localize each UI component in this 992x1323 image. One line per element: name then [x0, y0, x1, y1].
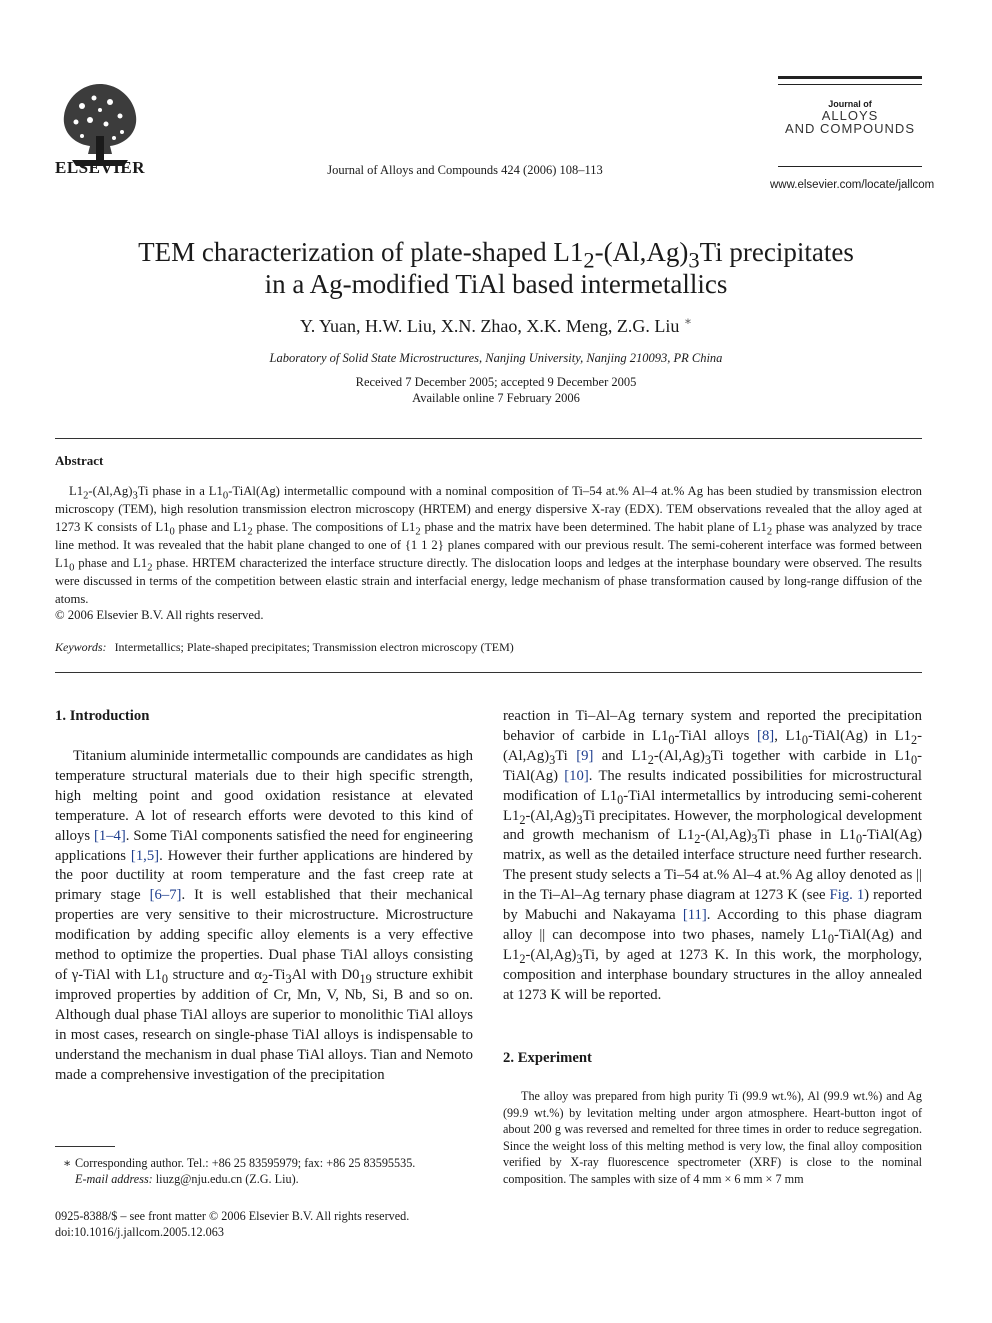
title-sub: 3 [688, 247, 700, 273]
front-matter [55, 1208, 475, 1240]
figure-link[interactable]: Fig. 1 [829, 887, 865, 904]
publisher-name: ELSEVIER [55, 158, 145, 177]
affiliation: Laboratory of Solid State Microstructures, Nanjing University, Nanjing 210093, PR China [269, 351, 723, 365]
email-link[interactable]: liuzg@nju.edu.cn (Z.G. Liu). [155, 1172, 299, 1186]
title-sub: 2 [583, 247, 595, 273]
abstract-body: $L1_2-(Al,Ag)_3Ti$ phase in a $L1_0-TiAl(Ag)$ intermetallic compound with a nominal composition of Ti–54 at.% Al–4 at.% Ag has been studied by transmission electron microscopy (TEM), high resolution transmission electron microscopy (HRTEM) and energy dispersive X-ray (EDX). TEM observations revealed that the alloy aged at 1273 K consists of $L1_0$ phase and $L1_2$ phase. The compositions of $L1_2$ phase and the matrix have been determined. The habit plane of $L1_2$ phase was analyzed by trace line method. It was revealed that the habit plane changed to one of {1 1 2} planes compared with our previous result. The semi-coherent interface was formed between $L1_0$ phase and $L1_2$ phase. HRTEM characterized the interface structure directly. The dislocation loops and ledges at the interphase boundary were observed. The results were discussed in terms of the competition between elastic strain and interfacial energy, ledge mechanism of phase transformation caused by long-range diffusion of the atoms. [55, 484, 923, 606]
intro-heading: 1. Introduction [55, 708, 150, 724]
keywords-label: Keywords: [55, 640, 107, 654]
title-line2: in a Ag-modified TiAl based intermetallics [264, 269, 728, 299]
citation-link[interactable]: [1–4] [93, 827, 126, 844]
experiment-paragraph: The alloy was prepared from high purity Ti (99.9 wt.%), Al (99.9 wt.%) and Ag (99.9 wt.%) by levitation melting under argon atmosphere. Heart-button ingot of about 200 g was reversed and remelted for three times in order to reduce segregation. Since the weight loss of this melting method is very low, the final alloy composition verified by X-ray fluorescence spectrometer (XRF) is close to the nominal composition. The samples with size of 4 mm × 6 mm × 7 mm [503, 1089, 922, 1186]
online-date: Available online 7 February 2006 [412, 391, 580, 405]
experiment-heading: 2. Experiment [503, 1050, 592, 1066]
corresponding-text: Corresponding author. Tel.: +86 25 83595979; fax: +86 25 83595535. [75, 1156, 416, 1170]
email-label: E-mail address: [75, 1172, 153, 1186]
citation-link[interactable]: [8] [757, 727, 775, 744]
authors-text: Y. Yuan, H.W. Liu, X.N. Zhao, X.K. Meng, Z.G. Liu [300, 316, 680, 336]
body-top-rule [55, 672, 922, 673]
doi-line[interactable]: doi:10.1016/j.jallcom.2005.12.063 [55, 1225, 224, 1239]
title-part: Ti precipitates [699, 237, 854, 267]
journal-logo [778, 100, 922, 135]
keywords-text: Intermetallics; Plate-shaped precipitates; Transmission electron microscopy (TEM) [114, 640, 514, 654]
title-part: -(Al,Ag) [594, 237, 689, 267]
citation-link[interactable]: [11] [682, 907, 707, 924]
journal-url-link[interactable]: www.elsevier.com/locate/jallcom [770, 179, 935, 191]
intro-paragraph-cont: reaction in Ti–Al–Ag ternary system and reported the precipitation behavior of carbide in $L1_0$-TiAl alloys [8], $L1_0-TiAl(Ag)$ in $L1_2-(Al,Ag)_3Ti$ [9] and $L1_2-(Al,Ag)_3Ti$ together with carbide in $L1_0-TiAl(Ag)$ [10]. The results indicated possibilities for microstructural modification of $L1_0$-TiAl intermetallics by introducing semi-coherent $L1_2-(Al,Ag)_3Ti$ precipitates. However, the morphological development and growth mechanism of $L1_2-(Al,Ag)_3Ti$ phase in $L1_0-TiAl(Ag)$ matrix, as well as the detailed interface structure need further research. The present study selects a Ti–54 at.% Al–4 at.% Ag alloy denoted as || in the Ti–Al–Ag ternary phase diagram at 1273 K (see Fig. 1) reported by Mabuchi and Nakayama [11]. According to this phase diagram alloy || can decompose into two phases, namely $L1_0-TiAl(Ag)$ and $L1_2-(Al,Ag)_3Ti$, by aged at 1273 K. In this work, the morphology, composition and interphase boundary structures in the alloy annealed at 1273 K will be reported. [503, 708, 923, 1003]
keywords [55, 640, 514, 655]
footnotes [55, 1155, 475, 1187]
citation-link[interactable]: [1,5] [130, 847, 160, 864]
article-dates [60, 374, 932, 406]
citation-link[interactable]: [9] [576, 747, 594, 764]
left-column [55, 707, 473, 1085]
corresponding-author-link[interactable]: ∗ [683, 314, 692, 328]
abstract-copyright: © 2006 Elsevier B.V. All rights reserved. [55, 608, 264, 622]
email-footnote [55, 1171, 475, 1187]
citation-link[interactable]: [10] [564, 767, 589, 784]
journal-logo-line2: ALLOYS [821, 108, 879, 123]
received-date: Received 7 December 2005; accepted 9 December 2005 [355, 375, 637, 389]
brand-rule-thick [778, 76, 922, 79]
issn-line: 0925-8388/$ – see front matter © 2006 Elsevier B.V. All rights reserved. [55, 1209, 410, 1223]
intro-paragraph: Titanium aluminide intermetallic compounds are candidates as high temperature structural materials due to their high specific strength, high melting point and good oxidation resistance at elevated temperature. A lot of research efforts were devoted to this kind of alloys [1–4]. Some TiAl components satisfied the need for engineering applications [1,5]. However their further applications are hindered by the poor ductility at room temperature and the fast creep rate at primary stage [6–7]. It is well established that their mechanical properties are very sensitive to their microstructure. Microstructure modification by adding specific alloy elements is a very effective method to optimize the properties. Dual phase TiAl alloys consisting of γ-TiAl with $L1_0$ structure and $\alpha_2-Ti_3Al$ with $D0_{19}$ structure exhibit improved properties by addition of Cr, Mn, V, Nb, Si, B and so on. Although dual phase TiAl alloys are superior to monolithic TiAl alloys in most cases, research on single-phase TiAl alloys is indispensable to understand the mechanism in dual phase TiAl alloys. Tian and Nemoto made a comprehensive investigation of the precipitation [55, 748, 473, 1083]
abstract-heading: Abstract [55, 453, 104, 468]
author-list [60, 316, 932, 337]
footnote-rule [55, 1146, 115, 1147]
right-column [503, 707, 922, 1006]
article-title [60, 236, 932, 300]
journal-logo-line1: Journal of [828, 99, 872, 109]
abstract-top-rule [55, 438, 922, 439]
brand-rule-thin [778, 84, 922, 85]
journal-reference[interactable]: Journal of Alloys and Compounds 424 (2006) 108–113 [327, 163, 603, 177]
title-part: TEM characterization of plate-shaped L1 [138, 237, 584, 267]
journal-logo-line3: AND COMPOUNDS [784, 121, 915, 136]
citation-link[interactable]: [6–7] [149, 887, 182, 904]
corresponding-footnote [55, 1155, 475, 1171]
footnote-mark: ∗ [63, 1156, 72, 1170]
brand-rule-bottom [778, 166, 922, 167]
